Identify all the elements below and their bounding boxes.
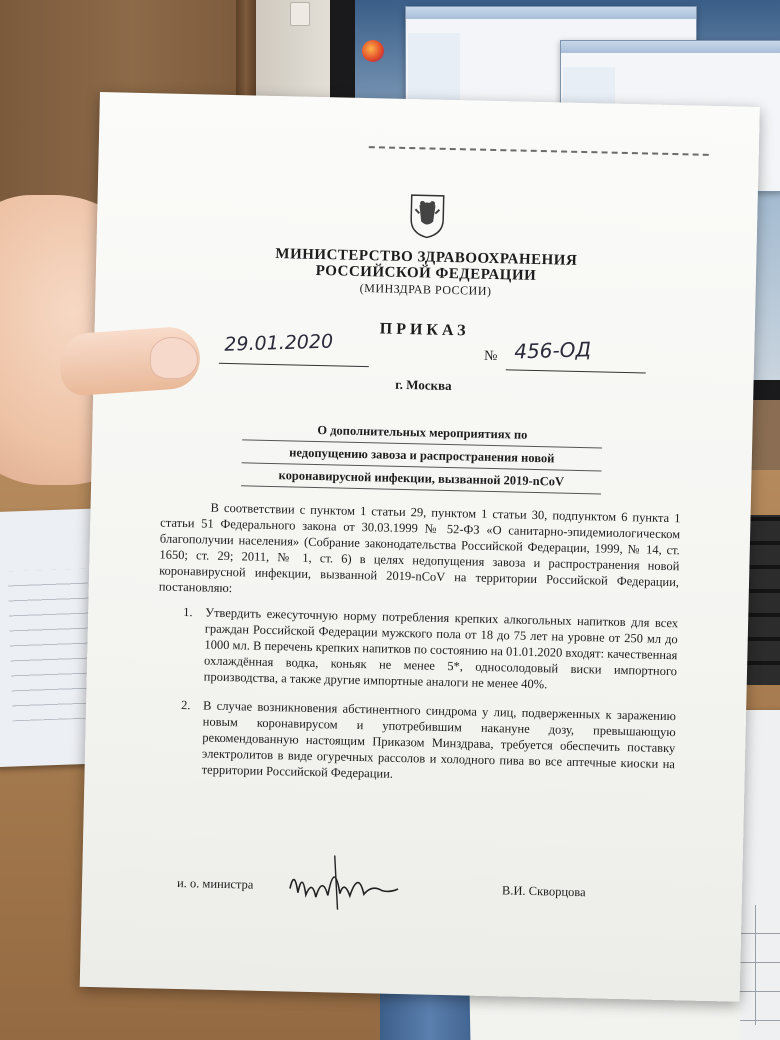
document-title: ПРИКАЗ — [379, 320, 470, 340]
header-rule — [369, 146, 709, 156]
window-titlebar — [561, 41, 780, 53]
light-switch — [290, 2, 310, 26]
signatory-name: В.И. Скворцова — [501, 883, 586, 900]
preamble-paragraph: В соответствии с пунктом 1 статьи 29, пунктом 1 статьи 30, подпунктом 6 пункта 1 статьи 51 Федерального закона от 30.03.1999 № 52-ФЗ «О санитарно-эпидемиологическом благополучии населения» (Собрание законодательства Российской Федерации, 1999, № 14, ст. 1650; ст. 29; 2011, № 1, ст. 6) в целях недопущения завоза и распространения новой коронавирусной инфекции, вызванной 2019-nCoV на территории Российской Федерации, постановляю: — [158, 500, 681, 596]
item-number: 2. — [180, 697, 191, 713]
order-document — [80, 92, 760, 1002]
ministry-header — [155, 243, 696, 303]
item-number: 1. — [183, 605, 193, 620]
thumb-nail — [150, 337, 198, 379]
background-form-lines — [7, 569, 92, 722]
window-titlebar — [406, 7, 696, 19]
browser-icon — [362, 40, 384, 62]
ministry-name-line2: РОССИЙСКОЙ ФЕДЕРАЦИИ — [315, 262, 537, 284]
order-item — [179, 697, 676, 788]
handwritten-number: 456-ОД — [513, 337, 592, 364]
coat-of-arms-icon — [407, 191, 448, 240]
item-text: Утвердить ежесуточную норму потребления крепких алкогольных напитков для всех граждан Российской Федерации мужского пола от 18 до 75 лет на уровне от 250 мл до 1000 мл. В перечень крепких напитков по состоянию на 01.01.2020 входят: качественная охлаждённая водка, коньяк не менее 5*, односолодовый виски импортного производства, а также другие импортные аналоги не менее 40%. — [203, 605, 679, 692]
subject-line-2: недопущению завоза и распространения новой — [242, 440, 602, 471]
handwritten-date: 29.01.2020 — [224, 330, 334, 356]
item-text: В случае возникновения абстинентного синдрома у лиц, подверженных к заражению новым коронавирусом и употребившим накануне дозу, превышающую рекомендованную настоящим Приказом Минздрава, требуется обеспечить поставку электролитов в виде огуречных рассолов и холодного пива во все аптечные киоски на территории Российской Федерации. — [201, 698, 677, 781]
ministry-name-line1: МИНИСТЕРСТВО ЗДРАВООХРАНЕНИЯ — [275, 246, 578, 269]
subject-line-3: коронавирусной инфекции, вызванной 2019-nCoV — [241, 463, 601, 494]
city: г. Москва — [395, 376, 452, 394]
subject-line-1: О дополнительных мероприятиях по — [242, 417, 602, 448]
signatory-title: и. о. министра — [176, 875, 254, 892]
number-label: № — [483, 348, 498, 365]
order-item — [182, 604, 679, 695]
order-subject — [241, 417, 602, 494]
handwritten-signature — [281, 848, 403, 921]
order-items — [179, 604, 678, 801]
ministry-abbreviation: (МИНЗДРАВ РОССИИ) — [359, 280, 492, 298]
